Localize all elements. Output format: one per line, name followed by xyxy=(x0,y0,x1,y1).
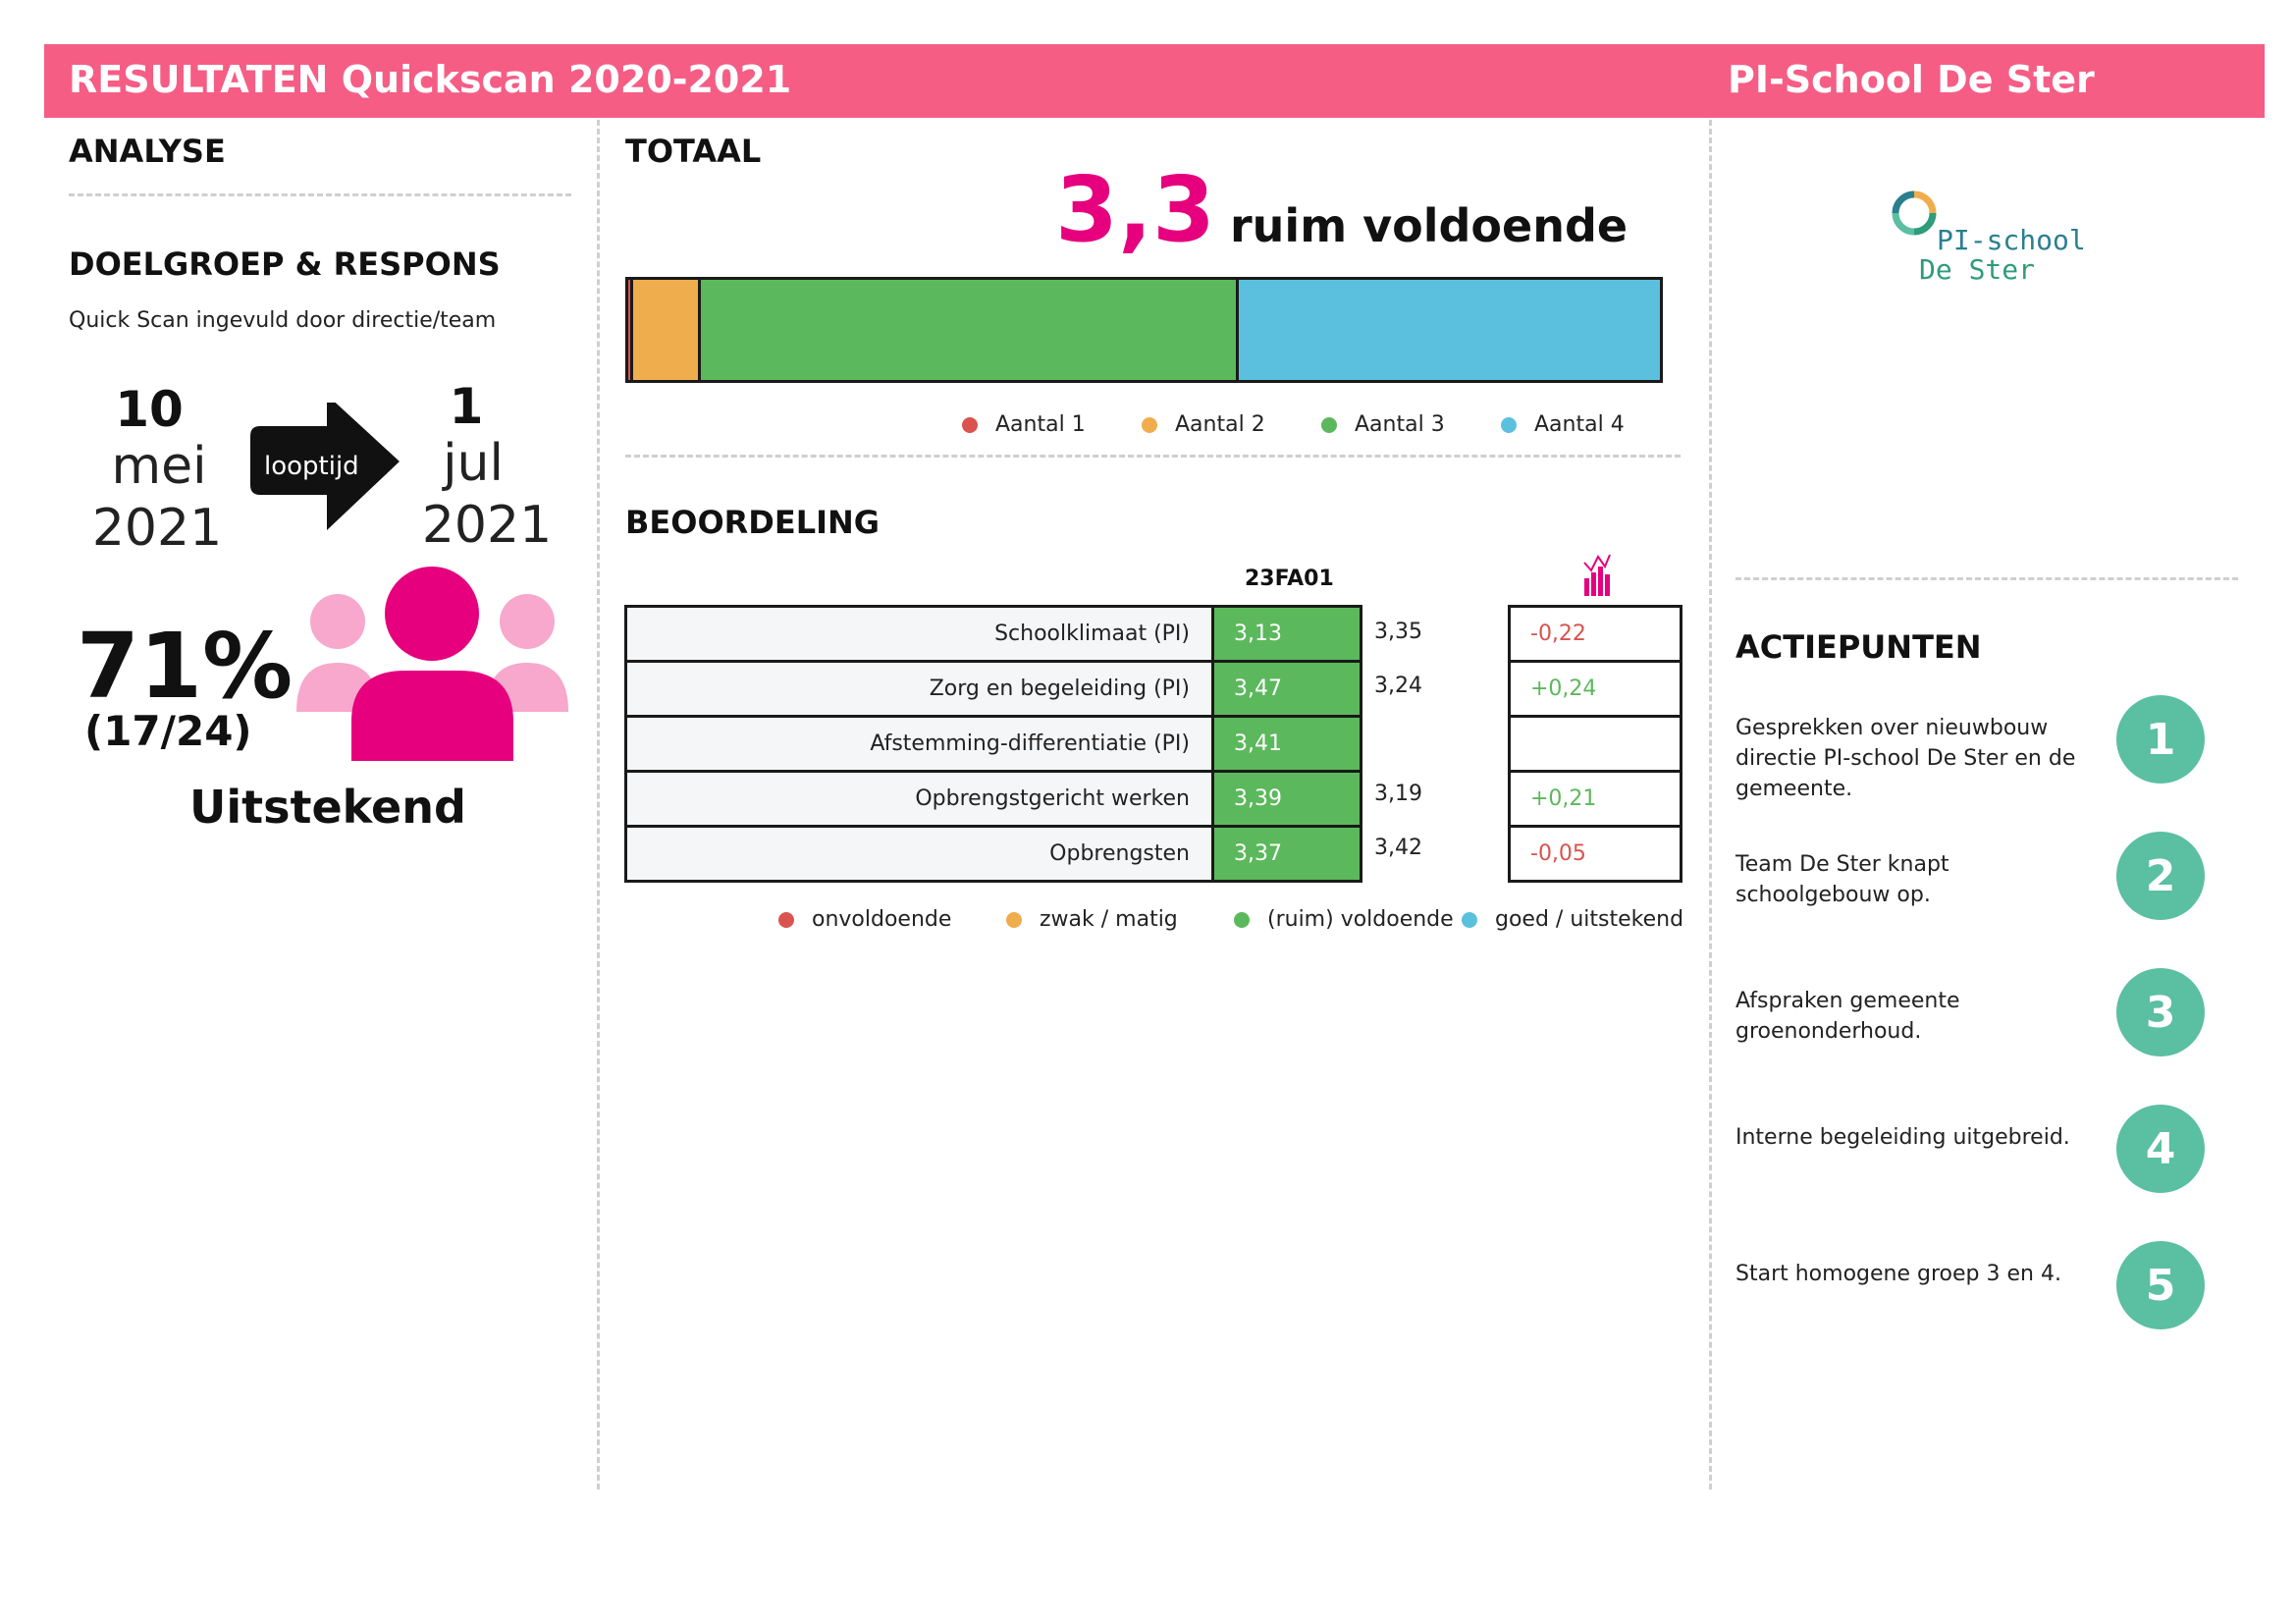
total-legend-item xyxy=(962,412,1142,437)
action-text: Afspraken gemeente groenonderhoud. xyxy=(1735,989,1960,1044)
legend-dot-icon xyxy=(1462,912,1477,928)
analyse-heading: ANALYSE xyxy=(69,133,226,170)
row-difference xyxy=(1510,717,1682,772)
rating-legend-item xyxy=(1462,907,1683,932)
difference-row xyxy=(1510,827,1682,882)
doelgroep-subtitle: Quick Scan ingevuld door directie/team xyxy=(69,308,497,333)
row-score: 3,37 xyxy=(1213,827,1362,882)
totaal-heading: TOTAAL xyxy=(625,133,762,170)
legend-label: zwak / matig xyxy=(1040,907,1178,932)
row-label: Opbrengsten xyxy=(626,827,1213,882)
action-item xyxy=(1735,960,2246,1068)
action-item xyxy=(1735,824,2246,932)
response-rating: Uitstekend xyxy=(189,781,466,834)
analyse-divider xyxy=(69,193,571,196)
table-row xyxy=(626,772,1362,827)
action-text: Team De Ster knapt schoolgebouw op. xyxy=(1735,852,1949,907)
difference-table xyxy=(1508,605,1682,883)
difference-row xyxy=(1510,772,1682,827)
difference-row xyxy=(1510,717,1682,772)
action-text: Start homogene groep 3 en 4. xyxy=(1735,1262,2061,1286)
legend-label: Aantal 4 xyxy=(1534,412,1625,437)
legend-label: onvoldoende xyxy=(812,907,952,932)
page-title: RESULTATEN Quickscan 2020-2021 xyxy=(69,58,792,101)
total-legend-item xyxy=(1142,412,1321,437)
row-label: Afstemming-differentiatie (PI) xyxy=(626,717,1213,772)
logo-line-2: De Ster xyxy=(1919,253,2036,286)
column-divider-right xyxy=(1709,120,1712,1489)
difference-row xyxy=(1510,607,1682,662)
start-month: mei xyxy=(111,437,207,496)
response-percentage: 71% xyxy=(77,614,294,719)
row-compare-value: 3,42 xyxy=(1374,836,1422,860)
start-year: 2021 xyxy=(91,499,223,558)
column-divider-left xyxy=(597,120,600,1489)
total-score: 3,3 xyxy=(1055,157,1215,262)
total-legend-item xyxy=(1321,412,1501,437)
row-score: 3,47 xyxy=(1213,662,1362,717)
action-number-badge: 4 xyxy=(2116,1105,2205,1193)
row-difference: -0,05 xyxy=(1510,827,1682,882)
row-compare-value xyxy=(1374,713,1492,767)
rating-legend-item xyxy=(778,907,1006,932)
totaal-divider xyxy=(625,455,1681,458)
table-row xyxy=(626,717,1362,772)
legend-label: Aantal 3 xyxy=(1355,412,1445,437)
legend-dot-icon xyxy=(1501,417,1517,433)
bar-segment-2 xyxy=(630,280,698,380)
legend-label: Aantal 1 xyxy=(995,412,1086,437)
school-name: PI-School De Ster xyxy=(1728,58,2095,101)
row-difference: -0,22 xyxy=(1510,607,1682,662)
action-item xyxy=(1735,687,2246,801)
table-row xyxy=(626,662,1362,717)
beoordeling-heading: BEOORDELING xyxy=(625,504,881,541)
logo-divider xyxy=(1735,577,2238,580)
legend-dot-icon xyxy=(962,417,978,433)
bar-segment-3 xyxy=(698,280,1236,380)
row-compare-value: 3,24 xyxy=(1374,674,1422,698)
row-difference: +0,24 xyxy=(1510,662,1682,717)
rating-legend-item xyxy=(1234,907,1462,932)
start-day: 10 xyxy=(115,381,184,438)
action-number-badge: 1 xyxy=(2116,695,2205,784)
row-label: Zorg en begeleiding (PI) xyxy=(626,662,1213,717)
action-number-badge: 5 xyxy=(2116,1241,2205,1329)
total-legend xyxy=(962,412,1625,437)
legend-dot-icon xyxy=(1321,417,1337,433)
logo-swirl-icon xyxy=(1890,189,1939,238)
action-text: Gesprekken over nieuwbouw directie PI-school De Ster en de gemeente. xyxy=(1735,716,2076,801)
row-score: 3,41 xyxy=(1213,717,1362,772)
row-label: Schoolklimaat (PI) xyxy=(626,607,1213,662)
row-score: 3,39 xyxy=(1213,772,1362,827)
legend-label: (ruim) voldoende xyxy=(1267,907,1454,932)
total-score-label: ruim voldoende xyxy=(1230,199,1629,252)
end-month: jul xyxy=(443,434,504,493)
bar-segment-4 xyxy=(1236,280,1660,380)
legend-dot-icon xyxy=(1234,912,1250,928)
column-code: 23FA01 xyxy=(1245,567,1334,591)
difference-row xyxy=(1510,662,1682,717)
end-year: 2021 xyxy=(421,496,553,555)
action-number-badge: 2 xyxy=(2116,832,2205,920)
total-stacked-bar xyxy=(625,277,1663,383)
doelgroep-heading: DOELGROEP & RESPONS xyxy=(69,245,501,283)
total-legend-item xyxy=(1501,412,1625,437)
row-score: 3,13 xyxy=(1213,607,1362,662)
group-of-people-icon xyxy=(293,565,572,761)
looptijd-label: looptijd xyxy=(264,452,359,481)
action-item xyxy=(1735,1233,2246,1341)
header-banner xyxy=(44,44,2265,118)
action-number-badge: 3 xyxy=(2116,968,2205,1056)
response-count: (17/24) xyxy=(84,707,252,755)
table-row xyxy=(626,827,1362,882)
school-logo xyxy=(1890,189,2086,287)
end-day: 1 xyxy=(449,378,484,435)
table-row xyxy=(626,607,1362,662)
row-compare-value: 3,19 xyxy=(1374,782,1422,806)
legend-label: goed / uitstekend xyxy=(1495,907,1684,932)
actiepunten-heading: ACTIEPUNTEN xyxy=(1735,628,1982,666)
row-label: Opbrengstgericht werken xyxy=(626,772,1213,827)
comparison-column xyxy=(1374,605,1492,875)
rating-legend-item xyxy=(1006,907,1234,932)
action-item xyxy=(1735,1097,2246,1205)
row-compare-value: 3,35 xyxy=(1374,620,1422,644)
beoordeling-table xyxy=(624,605,1362,883)
legend-dot-icon xyxy=(778,912,794,928)
action-text: Interne begeleiding uitgebreid. xyxy=(1735,1125,2070,1150)
beoordeling-legend xyxy=(778,907,1683,932)
logo-line-1: PI-school xyxy=(1937,224,2086,256)
row-difference: +0,21 xyxy=(1510,772,1682,827)
legend-dot-icon xyxy=(1142,417,1157,433)
legend-dot-icon xyxy=(1006,912,1022,928)
bar-chart-icon xyxy=(1582,553,1612,598)
legend-label: Aantal 2 xyxy=(1175,412,1265,437)
